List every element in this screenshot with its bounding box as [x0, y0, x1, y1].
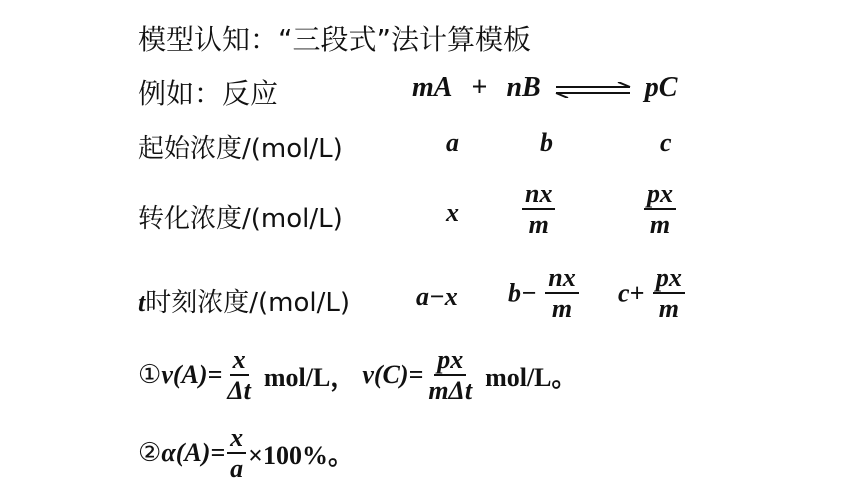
reaction-equation — [412, 72, 677, 106]
fraction-x-a: $\frac{x}{a}$ — [227, 424, 246, 483]
row-initial-b: b — [540, 128, 553, 157]
page-title: 模型认知：“三段式”法计算模板 — [138, 23, 532, 56]
row-initial-label: 起始浓度/(mol/L) — [138, 134, 343, 164]
rate-a-lhs: v(A)= — [161, 360, 223, 390]
equilibrium-arrow-icon — [554, 74, 632, 106]
rate-a-unit: mol/L， — [263, 362, 357, 392]
product: pC — [644, 72, 678, 103]
marker-2: ② — [138, 438, 162, 469]
fraction-px-mdt: $\frac{px}{\text{mΔt}}$ — [428, 345, 473, 406]
reactant-2: nB — [506, 72, 541, 103]
row-time-t-label: t时刻浓度/(mol/L) — [138, 288, 350, 318]
plus-sign: + — [471, 72, 488, 103]
fraction-px-m-t: $\frac{px}{m}$ — [653, 264, 685, 323]
row-initial-c: c — [660, 128, 672, 157]
example-label: 例如：反应 — [138, 77, 279, 110]
formula-conversion — [138, 424, 354, 483]
row-time-t-a: a−x — [416, 282, 458, 311]
conversion-lhs: α(A)= — [161, 438, 226, 468]
rate-c-unit: mol/L。 — [485, 362, 578, 392]
row-time-t-c: c+ $\frac{px}{m}$ — [618, 264, 687, 323]
fraction-px-m: $\frac{px}{m}$ — [644, 180, 676, 239]
row-converted-b — [520, 180, 557, 239]
row-initial-a: a — [446, 128, 459, 157]
row-converted-a: x — [446, 198, 459, 227]
formula-rate — [138, 346, 578, 405]
fraction-x-dt: $\frac{x}{\Delta t}$ — [227, 345, 251, 406]
row-converted-label: 转化浓度/(mol/L) — [138, 204, 343, 234]
row-time-t-b: b− $\frac{nx}{m}$ — [508, 264, 581, 323]
rate-c-lhs: v(C)= — [362, 360, 424, 390]
row-converted-c — [642, 180, 678, 239]
reactant-1: mA — [412, 72, 453, 103]
fraction-nx-m-t: $\frac{nx}{m}$ — [545, 264, 578, 323]
conversion-rest: ×100%。 — [248, 440, 354, 470]
marker-1: ① — [138, 360, 162, 391]
fraction-nx-m: $\frac{nx}{m}$ — [522, 180, 555, 239]
